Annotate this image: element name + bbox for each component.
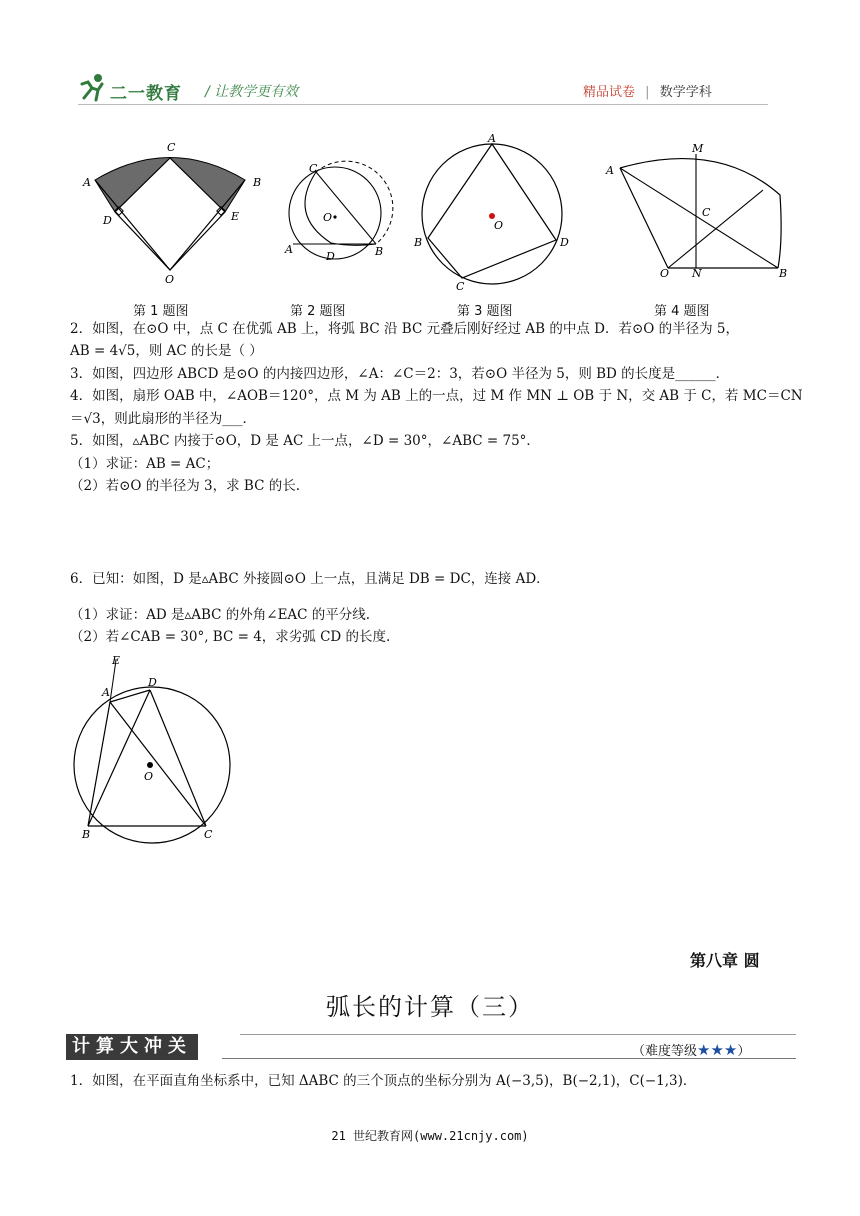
fig1-label-a: A	[83, 176, 91, 189]
figure-3-caption: 第 3 题图	[457, 304, 513, 319]
fig6-label-d: D	[148, 676, 157, 689]
fig6-label-a: A	[102, 686, 110, 699]
figure-4-caption: 第 4 题图	[654, 304, 710, 319]
fig6-label-e: E	[112, 654, 121, 667]
section-title: 弧长的计算（三）	[326, 993, 534, 1021]
question-3-line-1: 3．如图，四边形 ABCD 是⊙O 的内接四边形，∠A：∠C＝2：3，若⊙O 半径为 5，则 BD 的长度是______．	[70, 366, 730, 382]
header-right	[583, 81, 712, 100]
figure-1-caption: 第 1 题图	[133, 304, 189, 319]
fig4-label-n: N	[692, 267, 702, 280]
figure-1	[75, 140, 265, 290]
header-label-subject: 数学学科	[659, 85, 712, 100]
footer-text: 21 世纪教育网(www.21cnjy.com)	[331, 1129, 529, 1143]
banner-top-rule	[240, 1034, 796, 1035]
star-icon: ★★★	[697, 1041, 738, 1059]
question-5-sub-2: （2）若⊙O 的半径为 3，求 BC 的长.	[70, 478, 301, 494]
header-divider	[78, 104, 768, 105]
fig3-label-d: D	[560, 236, 569, 249]
fig3-label-c: C	[456, 280, 465, 293]
fig2-label-c: C	[309, 162, 318, 175]
fig4-label-c: C	[702, 206, 711, 219]
difficulty-close: ）	[737, 1044, 751, 1059]
header-label-exam: 精品试卷	[583, 85, 636, 100]
question-6-line-1: 6．已知：如图，D 是▵ABC 外接圆⊙O 上一点，且满足 DB = DC，连接 AD．	[70, 571, 550, 587]
fig3-label-b: B	[414, 236, 423, 249]
fig2-label-d: D	[326, 250, 335, 263]
difficulty-rating	[632, 1040, 750, 1059]
fig1-label-b: B	[253, 176, 262, 189]
figure-4	[598, 140, 798, 280]
slogan: / 让教学更有效	[205, 84, 299, 100]
fig1-label-e: E	[231, 210, 240, 223]
figure-2	[283, 155, 403, 270]
fig6-label-c: C	[204, 828, 213, 841]
fig4-label-a: A	[606, 164, 614, 177]
fig6-label-b: B	[82, 828, 91, 841]
question-5-sub-1: （1）求证：AB = AC；	[70, 456, 220, 472]
fig4-label-o: O	[660, 267, 670, 280]
fig2-label-a: A	[285, 243, 293, 256]
question-2-line-2: AB = 4√5，则 AC 的长是（ ）	[70, 343, 263, 359]
question-5-line-1: 5．如图，▵ABC 内接于⊙O，D 是 AC 上一点，∠D = 30°，∠ABC = 75°．	[70, 433, 540, 449]
section-banner: 计算大冲关	[66, 1034, 198, 1060]
fig2-label-o: O	[323, 211, 333, 224]
fig3-label-a: A	[488, 132, 496, 145]
question-6-sub-2: （2）若∠CAB = 30°, BC = 4，求劣弧 CD 的长度.	[70, 629, 391, 645]
section-question-1: 1．如图，在平面直角坐标系中，已知 ΔABC 的三个顶点的坐标分别为 A(−3,5)，B(−2,1)，C(−1,3)．	[70, 1073, 697, 1089]
logo-text: 二一教育	[110, 84, 182, 104]
figure-2-caption: 第 2 题图	[290, 304, 346, 319]
fig3-label-o: O	[494, 219, 504, 232]
chapter-title: 第八章 圆	[690, 951, 760, 970]
question-2-line-1: 2．如图，在⊙O 中，点 C 在优弧 AB 上，将弧 BC 沿 BC 元叠后刚好经过 AB 的中点 D．若⊙O 的半径为 5，	[70, 321, 740, 337]
fig1-label-d: D	[103, 214, 112, 227]
question-4-line-2: ＝√3，则此扇形的半径为___．	[70, 411, 256, 427]
fig6-label-o: O	[144, 770, 154, 783]
fig1-label-c: C	[167, 141, 176, 154]
difficulty-label: （难度等级	[632, 1044, 698, 1059]
question-6-sub-1: （1）求证：AD 是▵ABC 的外角∠EAC 的平分线.	[70, 607, 371, 623]
figure-3	[408, 130, 578, 295]
logo-runner-icon	[78, 72, 108, 102]
fig4-label-m: M	[692, 142, 704, 155]
fig1-label-o: O	[165, 273, 175, 286]
fig2-label-b: B	[375, 245, 384, 258]
question-4-line-1: 4．如图，扇形 OAB 中，∠AOB＝120°，点 M 为 AB 上的一点，过 M 作 MN ⊥ OB 于 N，交 AB 于 C，若 MC＝CN	[70, 388, 803, 404]
header-separator: |	[645, 85, 650, 100]
figure-6	[72, 650, 252, 850]
fig4-label-b: B	[779, 267, 788, 280]
